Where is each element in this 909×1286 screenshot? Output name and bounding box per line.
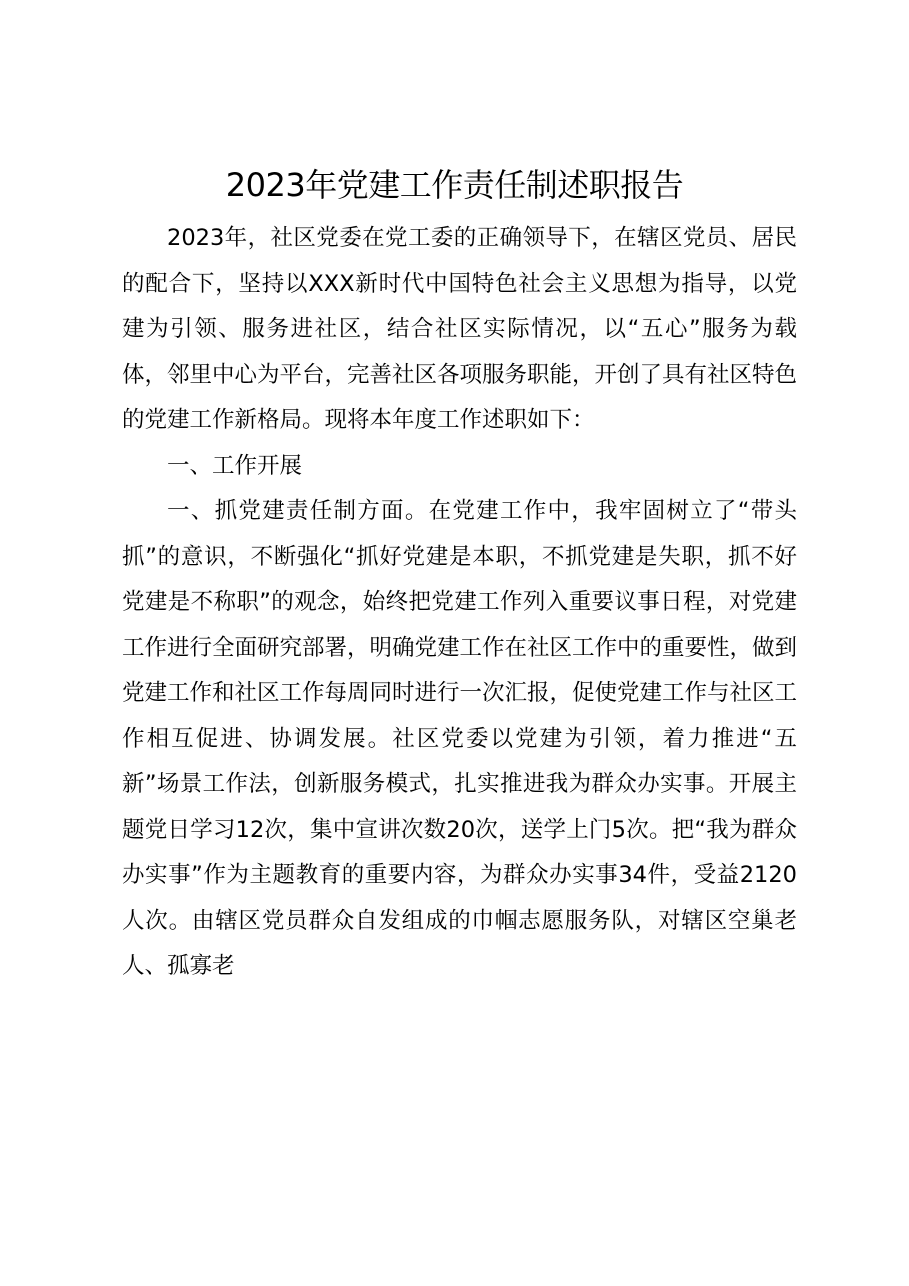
section-heading-work: 一、工作开展 (167, 452, 303, 479)
document-title: 2023年党建工作责任制述职报告 (225, 166, 684, 204)
document-body (122, 216, 797, 990)
paragraph-intro: 2023年，社区党委在党工委的正确领导下，在辖区党员、居民的配合下，坚持以XXX新时代中国特色社会主义思想为指导，以党建为引领、服务进社区，结合社区实际情况，以“五心”服务为载体，邻里中心为平台，完善社区各项服务职能，开创了具有社区特色的党建工作新格局。现将本年度工作述职如下： (122, 225, 798, 433)
paragraph-party-responsibility: 一、抓党建责任制方面。在党建工作中，我牢固树立了“带头抓”的意识，不断强化“抓好党建是本职，不抓党建是失职，抓不好党建是不称职”的观念，始终把党建工作列入重要议事日程，对党建工作进行全面研究部署，明确党建工作在社区工作中的重要性，做到党建工作和社区工作每周同时进行一次汇报，促使党建工作与社区工作相互促进、协调发展。社区党委以党建为引领，着力推进“五新”场景工作法，创新服务模式，扎实推进我为群众办实事。开展主题党日学习12次，集中宣讲次数20次，送学上门5次。把“我为群众办实事”作为主题教育的重要内容，为群众办实事34件，受益2120人次。由辖区党员群众自发组成的巾帼志愿服务队，对辖区空巢老人、孤寡老 (122, 498, 798, 979)
